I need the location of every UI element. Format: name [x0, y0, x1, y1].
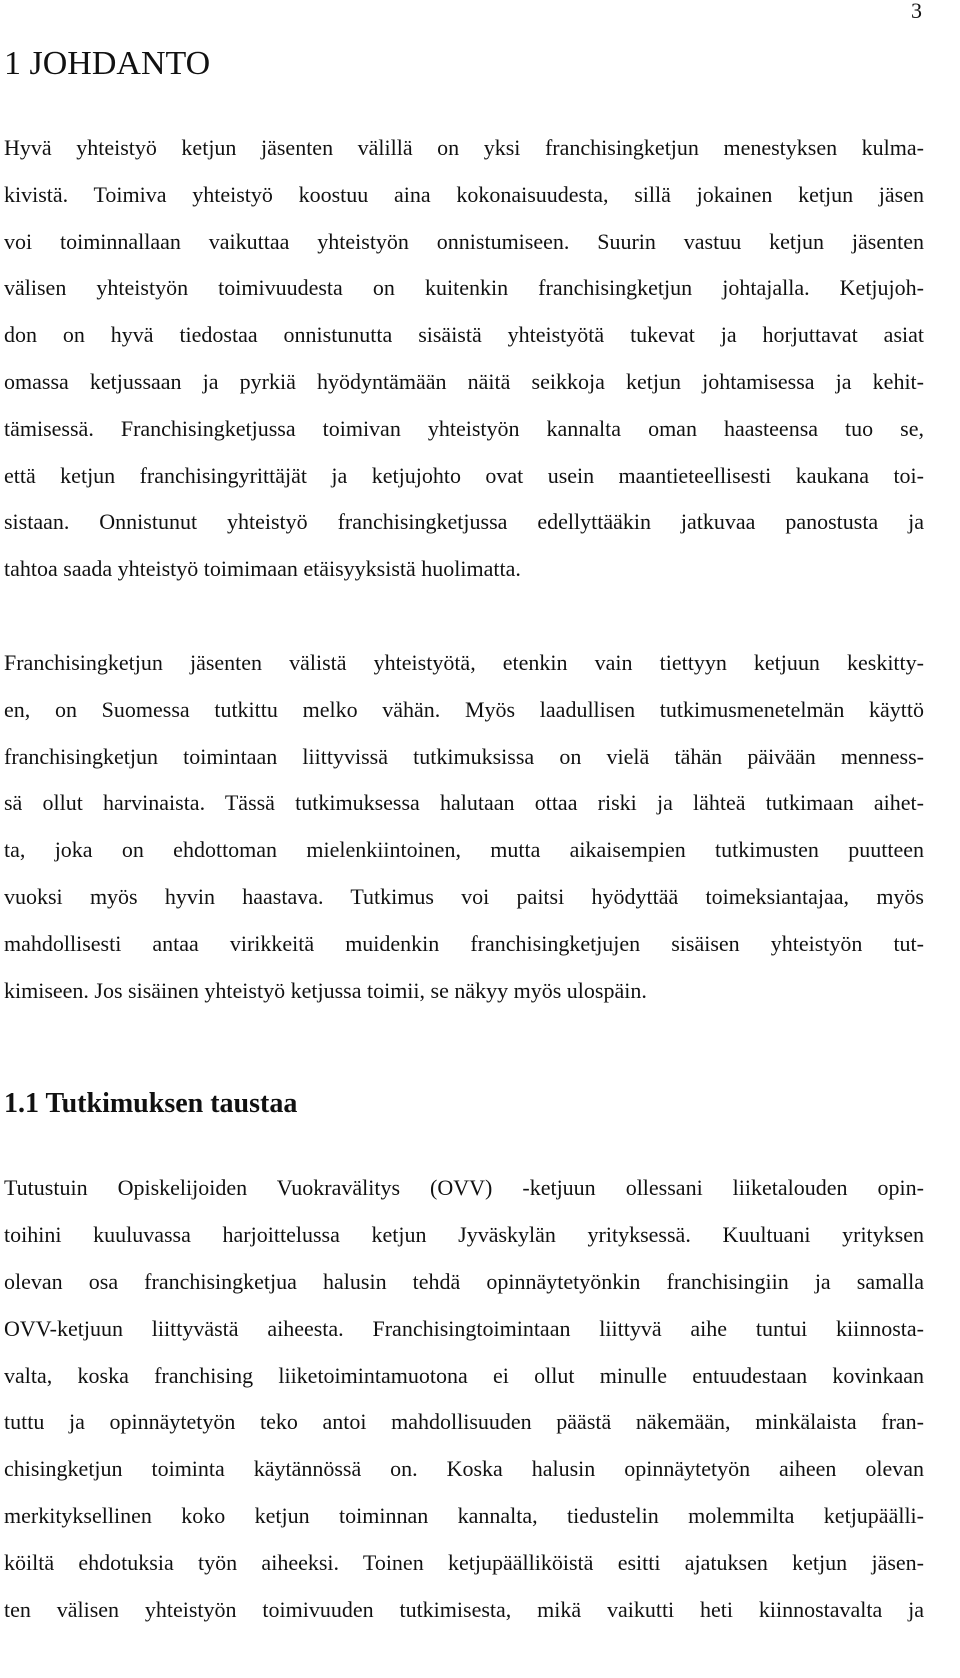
document-body: [4, 38, 924, 1633]
text-line: välisen yhteistyön toimivuudesta on kuitenkin franchisingketjun johtajalla. Ketjujoh-: [4, 275, 924, 301]
paragraph-intro-2: [4, 640, 924, 1014]
text-line: kivistä. Toimiva yhteistyö koostuu aina kokonaisuudesta, sillä jokainen ketjun jäsen: [4, 181, 924, 207]
text-line: chisingketjun toiminta käytännössä on. Koska halusin opinnäytetyön aiheen olevan: [4, 1456, 924, 1482]
text-line: don on hyvä tiedostaa onnistunutta sisäistä yhteistyötä tukevat ja horjuttavat asiat: [4, 322, 924, 348]
text-line: valta, koska franchising liiketoimintamuotona ei ollut minulle entuudestaan kovinkaan: [4, 1362, 924, 1388]
text-line: että ketjun franchisingyrittäjät ja ketjujohto ovat usein maantieteellisesti kaukana toi-: [4, 462, 924, 488]
text-line: tuttu ja opinnäytetyön teko antoi mahdollisuuden päästä näkemään, minkälaista fran-: [4, 1409, 924, 1435]
text-line: vuoksi myös hyvin haastava. Tutkimus voi paitsi hyödyttää toimeksiantajaa, myös: [4, 883, 924, 909]
text-line: kimiseen. Jos sisäinen yhteistyö ketjussa toimii, se näkyy myös ulospäin.: [4, 977, 647, 1003]
section-title: 1.1 Tutkimuksen taustaa: [4, 1088, 298, 1120]
text-line: sä ollut harvinaista. Tässä tutkimuksessa halutaan ottaa riski ja lähteä tutkimaan aihet-: [4, 790, 924, 816]
text-line: voi toiminnallaan vaikuttaa yhteistyön onnistumiseen. Suurin vastuu ketjun jäsenten: [4, 228, 924, 254]
text-line: merkityksellinen koko ketjun toiminnan kannalta, tiedustelin molemmilta ketjupäälli-: [4, 1502, 924, 1528]
text-line: toihini kuuluvassa harjoittelussa ketjun Jyväskylän yrityksessä. Kuultuani yrityksen: [4, 1222, 924, 1248]
page-number: 3: [911, 0, 922, 23]
text-line: tämisessä. Franchisingketjussa toimivan yhteistyön kannalta oman haasteensa tuo se,: [4, 415, 924, 441]
text-line: Tutustuin Opiskelijoiden Vuokravälitys (OVV) -ketjuun ollessani liiketalouden opin-: [4, 1175, 924, 1201]
chapter-title: 1 JOHDANTO: [4, 45, 211, 82]
text-line: mahdollisesti antaa virikkeitä muidenkin franchisingketjujen sisäisen yhteistyön tut-: [4, 930, 924, 956]
text-line: franchisingketjun toimintaan liittyvissä tutkimuksissa on vielä tähän päivään menness-: [4, 743, 924, 769]
text-line: omassa ketjussaan ja pyrkiä hyödyntämään näitä seikkoja ketjun johtamisessa ja kehit-: [4, 368, 924, 394]
text-line: ta, joka on ehdottoman mielenkiintoinen, mutta aikaisempien tutkimusten puutteen: [4, 837, 924, 863]
text-line: Hyvä yhteistyö ketjun jäsenten välillä on yksi franchisingketjun menestyksen kulma-: [4, 135, 924, 160]
text-line: olevan osa franchisingketjua halusin tehdä opinnäytetyönkin franchisingiin ja samalla: [4, 1268, 924, 1294]
text-line: ten välisen yhteistyön toimivuuden tutkimisesta, mikä vaikutti heti kiinnostavalta ja: [4, 1596, 924, 1622]
paragraph-background: [4, 1165, 924, 1633]
text-line: en, on Suomessa tutkittu melko vähän. Myös laadullisen tutkimusmenetelmän käyttö: [4, 696, 924, 722]
paragraph-intro-1: [4, 125, 924, 593]
text-line: Franchisingketjun jäsenten välistä yhteistyötä, etenkin vain tiettyyn ketjuun keskitty-: [4, 649, 924, 675]
text-line: sistaan. Onnistunut yhteistyö franchisingketjussa edellyttääkin jatkuvaa panostusta ja: [4, 509, 924, 535]
text-line: köiltä ehdotuksia työn aiheeksi. Toinen ketjupäälliköistä esitti ajatuksen ketjun jäsen-: [4, 1549, 924, 1575]
text-line: OVV-ketjuun liittyvästä aiheesta. Franchisingtoimintaan liittyvä aihe tuntui kiinnosta-: [4, 1315, 924, 1341]
text-line: tahtoa saada yhteistyö toimimaan etäisyyksistä huolimatta.: [4, 556, 521, 582]
